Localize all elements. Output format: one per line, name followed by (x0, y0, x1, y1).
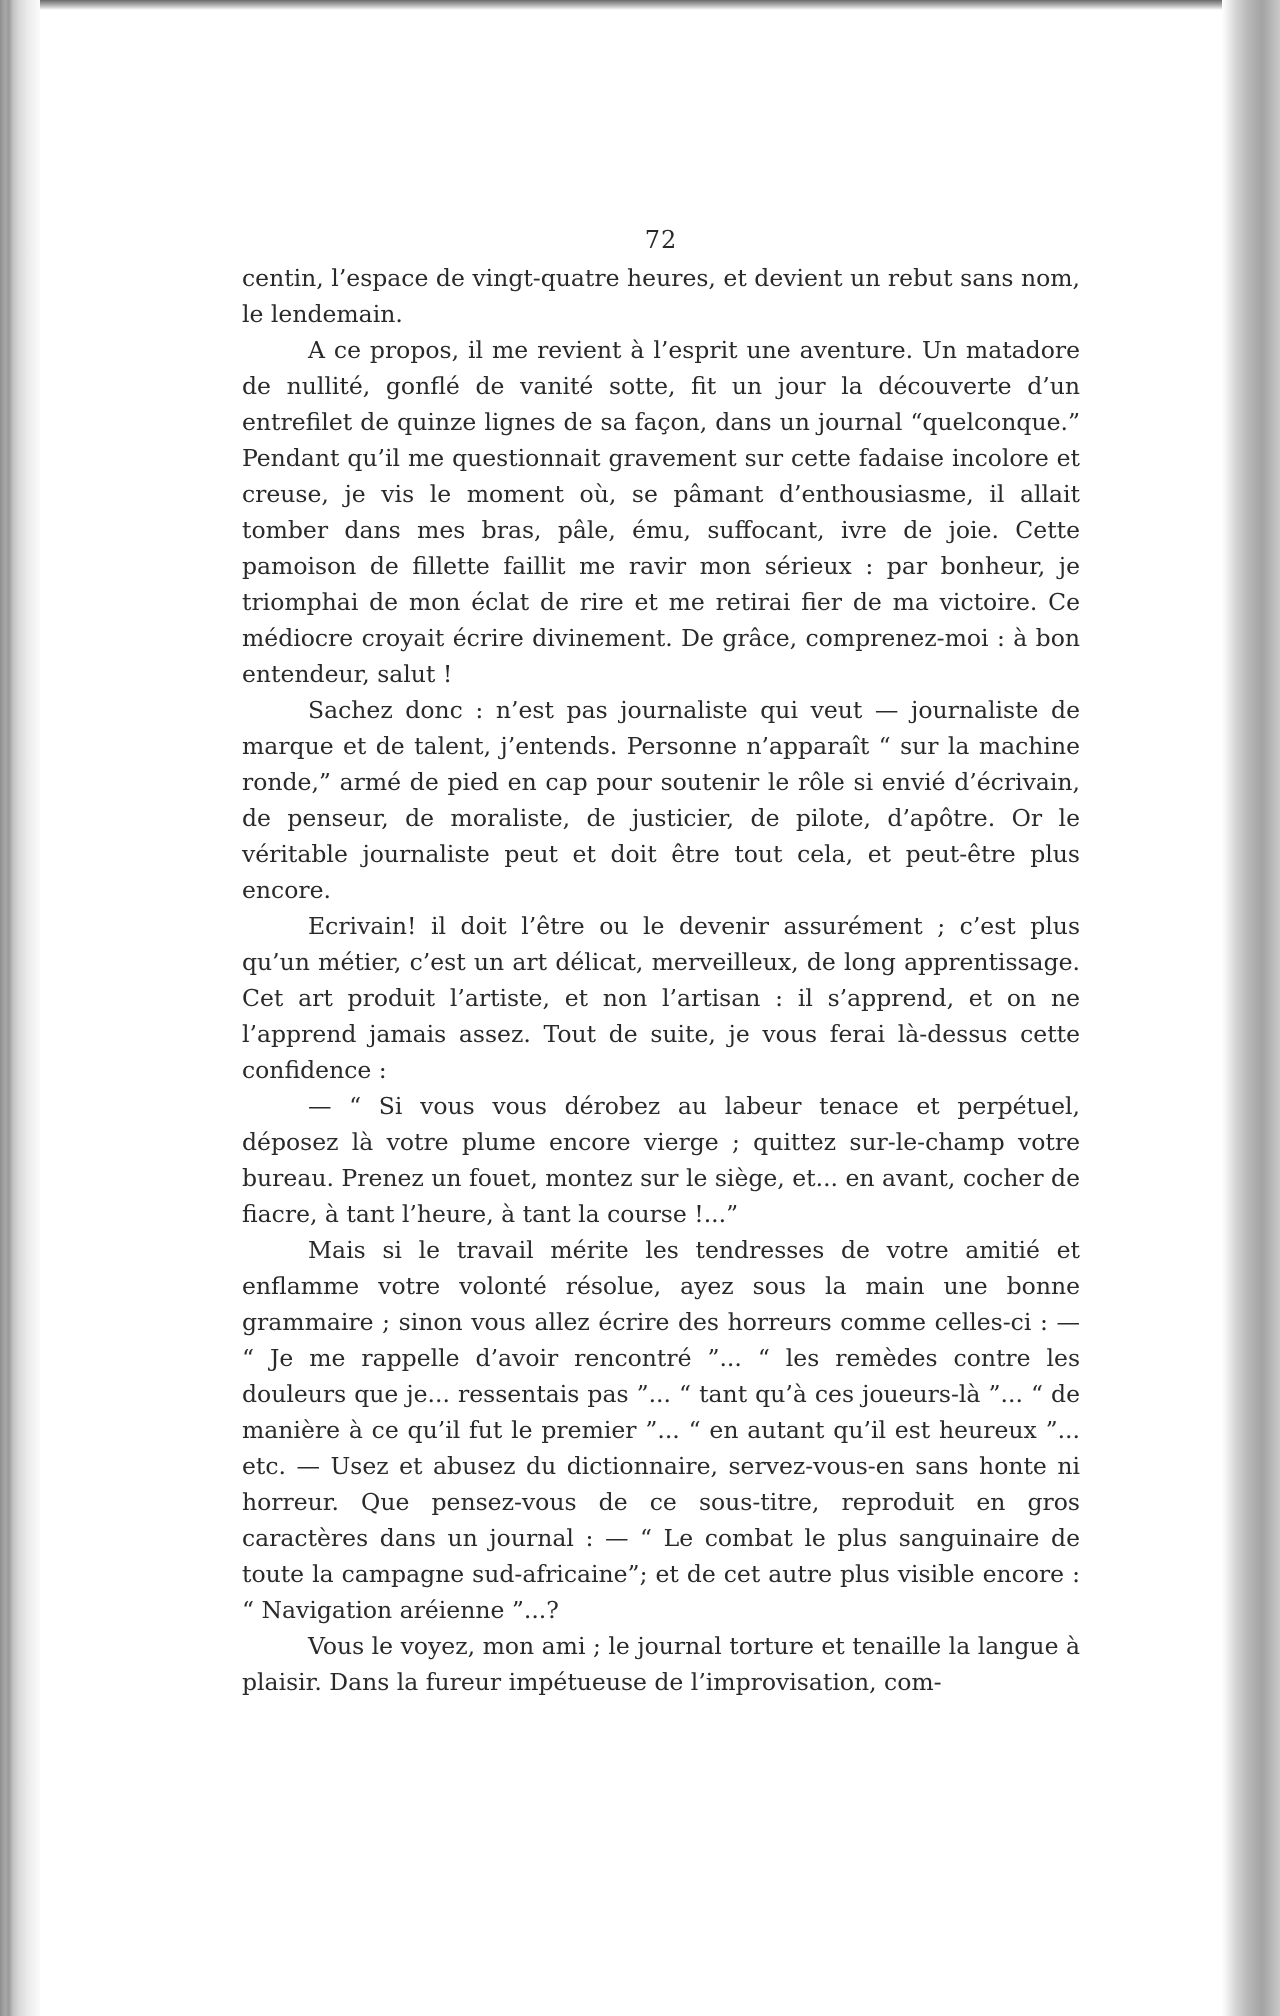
paragraph: Ecrivain! il doit l’être ou le devenir assurément ; c’est plus qu’un métier, c’est un art délicat, merveilleux, de long apprentissage. Cet art produit l’artiste, et non l’artisan : il s’apprend, et on ne l’apprend jamais assez. Tout de suite, je vous ferai là-dessus cette confidence : (242, 912, 1080, 1084)
page-top-edge (0, 0, 1280, 10)
facing-page-edge (1222, 0, 1280, 2016)
paragraph: Sachez donc : n’est pas journaliste qui veut — journaliste de marque et de talent, j’entends. Personne n’apparaît “ sur la machine ronde,” armé de pied en cap pour soutenir le rôle si envié d’écrivain, de penseur, de moraliste, de justicier, de pilote, d’apôtre. Or le véritable journaliste peut et doit être tout cela, et peut-être plus encore. (242, 696, 1080, 904)
page-number: 72 (644, 226, 678, 254)
paragraph: Mais si le travail mérite les tendresses de votre amitié et enflamme votre volonté résolue, ayez sous la main une bonne grammaire ; sinon vous allez écrire des horreurs comme celles-ci : — “ Je me rappelle d’avoir rencontré ”... “ les remèdes contre les douleurs que je... ressentais pas ”... “ tant qu’à ces joueurs-là ”... “ de manière à ce qu’il fut le premier ”... “ en autant qu’il est heureux ”... etc. — Usez et abusez du dictionnaire, servez-vous-en sans honte ni horreur. Que pensez-vous de ce sous-titre, reproduit en gros caractères dans un journal : — “ Le combat le plus sanguinaire de toute la campagne sud-africaine”; et de cet autre plus visible encore : “ Navigation aréienne ”...? (242, 1236, 1080, 1624)
book-binding-edge (0, 0, 40, 2016)
book-page (242, 220, 1080, 1700)
paragraph: — “ Si vous vous dérobez au labeur tenace et perpétuel, déposez là votre plume encore vierge ; quittez sur-le-champ votre bureau. Prenez un fouet, montez sur le siège, et... en avant, cocher de fiacre, à tant l’heure, à tant la course !...” (242, 1092, 1080, 1228)
paragraph: Vous le voyez, mon ami ; le journal torture et tenaille la langue à plaisir. Dans la fureur impétueuse de l’improvisation, com- (242, 1632, 1080, 1696)
paragraph: centin, l’espace de vingt-quatre heures, et devient un rebut sans nom, le lendemain. (242, 264, 1080, 328)
paragraph: A ce propos, il me revient à l’esprit une aventure. Un matadore de nullité, gonflé de vanité sotte, fit un jour la découverte d’un entrefilet de quinze lignes de sa façon, dans un journal “quelconque.” Pendant qu’il me questionnait gravement sur cette fadaise incolore et creuse, je vis le moment où, se pâmant d’enthousiasme, il allait tomber dans mes bras, pâle, ému, suffocant, ivre de joie. Cette pamoison de fillette faillit me ravir mon sérieux : par bonheur, je triomphai de mon éclat de rire et me retirai fier de ma victoire. Ce médiocre croyait écrire divinement. De grâce, comprenez-moi : à bon entendeur, salut ! (242, 336, 1080, 688)
